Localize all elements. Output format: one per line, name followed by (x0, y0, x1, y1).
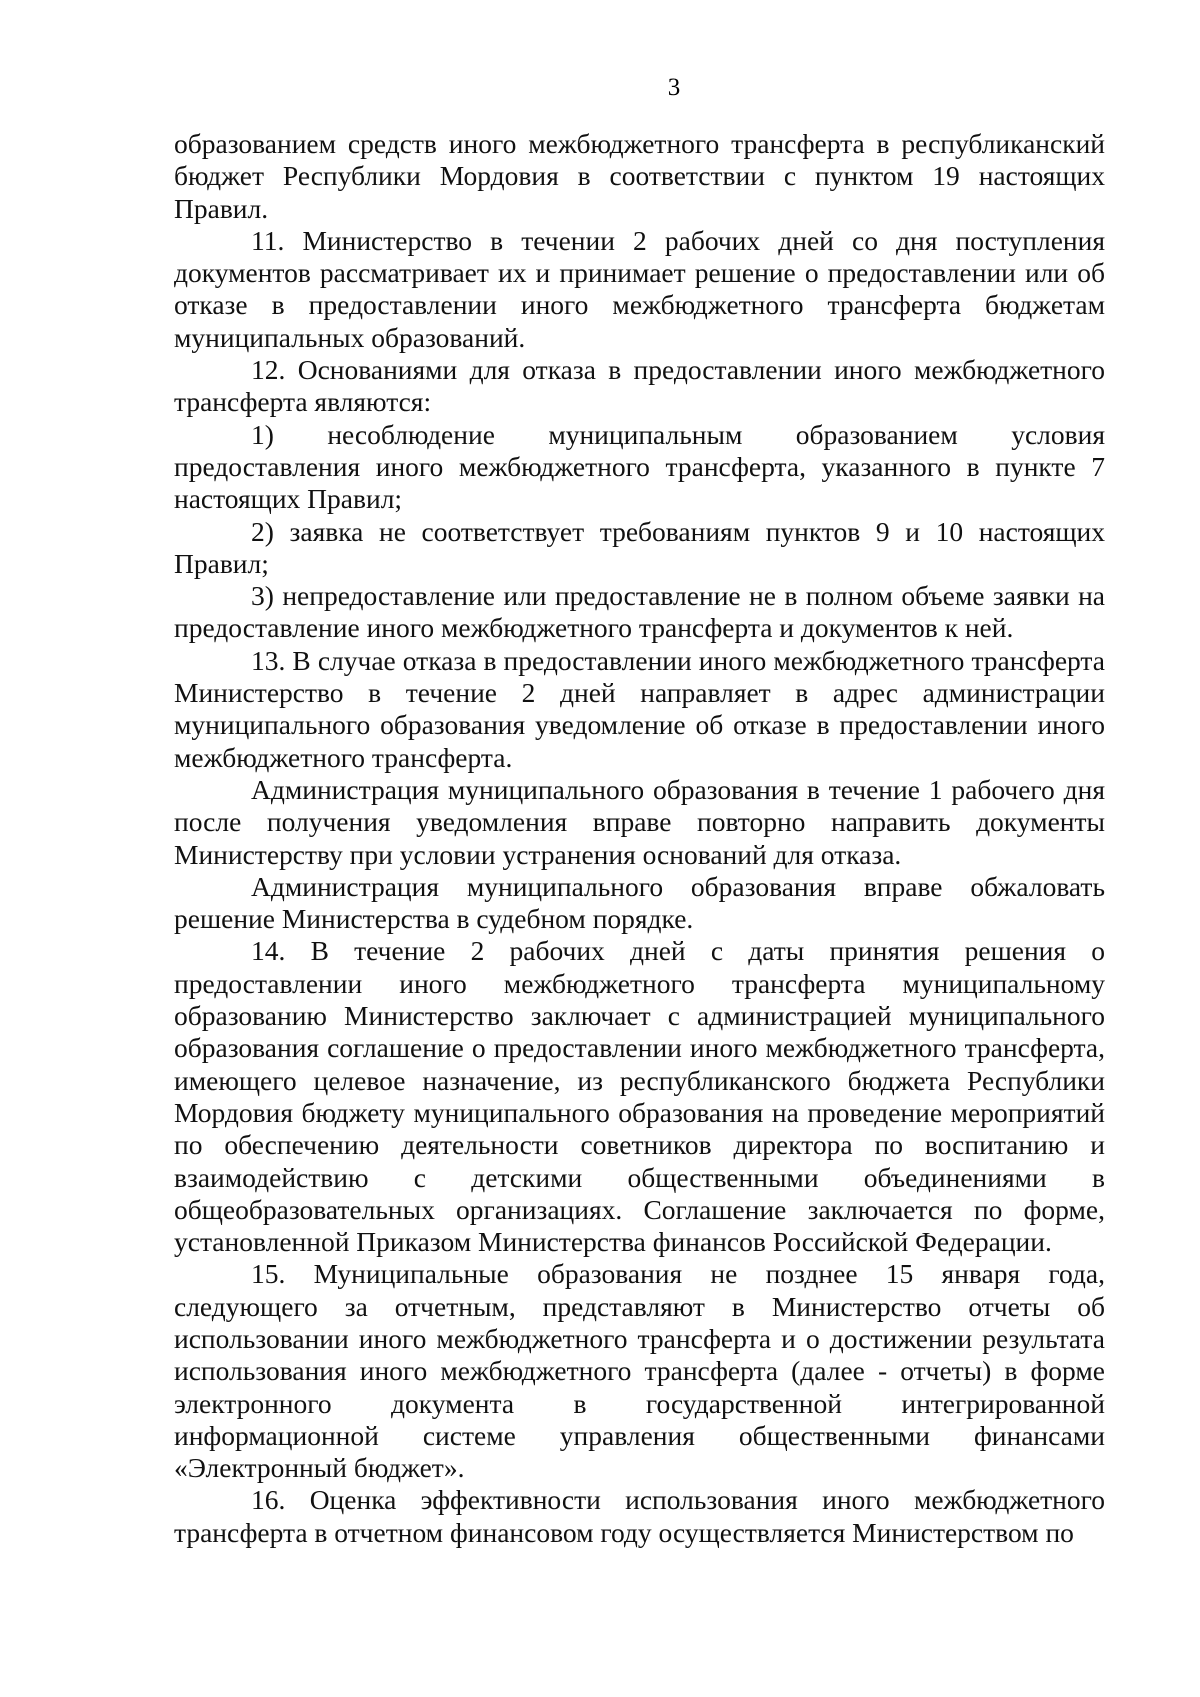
page-number: 3 (667, 74, 681, 101)
paragraph-16: 16. Оценка эффективности использования иного межбюджетного трансферта в отчетном финансовом году осуществляется Министерством по (174, 1484, 1105, 1548)
document-body (174, 128, 1105, 1549)
paragraph-15: 15. Муниципальные образования не позднее 15 января года, следующего за отчетным, представляют в Министерство отчеты об использовании иного межбюджетного трансферта и о достижении результата использования иного межбюджетного трансферта (далее - отчеты) в форме электронного документа в государственной интегрированной информационной системе управления общественными финансами «Электронный бюджет». (174, 1258, 1105, 1484)
paragraph-13: 13. В случае отказа в предоставлении иного межбюджетного трансферта Министерство в течение 2 дней направляет в адрес администрации муниципального образования уведомление об отказе в предоставлении иного межбюджетного трансферта. (174, 644, 1105, 773)
paragraph-continuation: образованием средств иного межбюджетного трансферта в республиканский бюджет Республики Мордовия в соответствии с пунктом 19 настоящих Правил. (174, 128, 1105, 224)
paragraph-12-item-2: 2) заявка не соответствует требованиям пунктов 9 и 10 настоящих Правил; (174, 515, 1105, 579)
paragraph-12-item-3: 3) непредоставление или предоставление не в полном объеме заявки на предоставление иного межбюджетного трансферта и документов к ней. (174, 580, 1105, 644)
paragraph-13-appeal: Администрация муниципального образования вправе обжаловать решение Министерства в судебном порядке. (174, 870, 1105, 935)
paragraph-11: 11. Министерство в течении 2 рабочих дней со дня поступления документов рассматривает их и принимает решение о предоставлении или об отказе в предоставлении иного межбюджетного трансферта бюджетам муниципальных образований. (174, 224, 1105, 353)
paragraph-12-item-1: 1) несоблюдение муниципальным образованием условия предоставления иного межбюджетного трансферта, указанного в пункте 7 настоящих Правил; (174, 418, 1105, 515)
paragraph-13-resubmission: Администрация муниципального образования в течение 1 рабочего дня после получения уведомления вправе повторно направить документы Министерству при условии устранения оснований для отказа. (174, 773, 1105, 870)
paragraph-14: 14. В течение 2 рабочих дней с даты принятия решения о предоставлении иного межбюджетного трансферта муниципальному образованию Министерство заключает с администрацией муниципального образования соглашение о предоставлении иного межбюджетного трансферта, имеющего целевое назначение, из республиканского бюджета Республики Мордовия бюджету муниципального образования на проведение мероприятий по обеспечению деятельности советников директора по воспитанию и взаимодействию с детскими общественными объединениями в общеобразовательных организациях. Соглашение заключается по форме, установленной Приказом Министерства финансов Российской Федерации. (174, 935, 1105, 1258)
paragraph-12: 12. Основаниями для отказа в предоставлении иного межбюджетного трансферта являются: (174, 354, 1105, 418)
